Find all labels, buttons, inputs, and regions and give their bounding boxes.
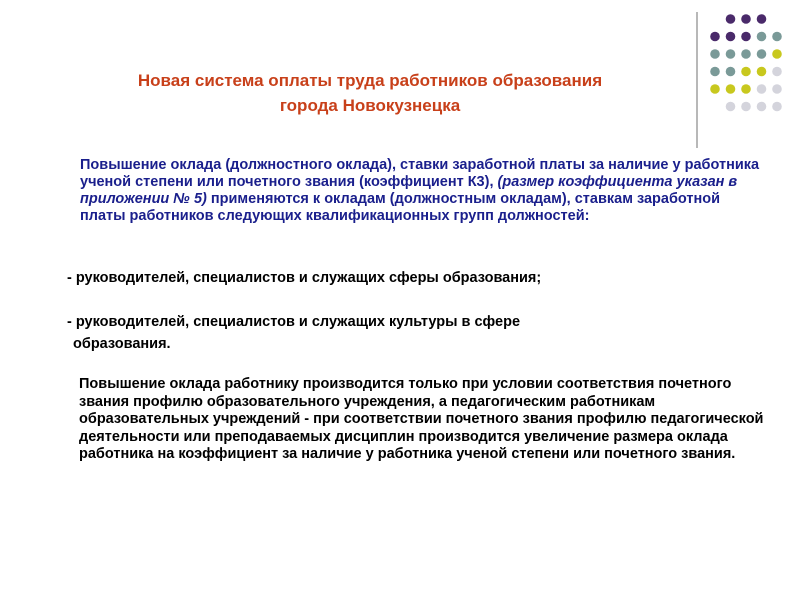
decorative-dot <box>757 32 767 42</box>
decorative-dot <box>772 49 782 59</box>
decorative-dot <box>741 49 751 59</box>
decorative-dot <box>757 49 767 59</box>
list-item: - руководителей, специалистов и служащих сферы образования; <box>67 270 542 286</box>
decorative-dot <box>710 32 720 42</box>
decorative-dot <box>772 84 782 94</box>
decorative-dot <box>741 102 751 112</box>
paragraph-coefficient-intro <box>80 157 760 225</box>
list-item <box>67 311 767 355</box>
title-line-1: Новая система оплаты труда работников образования <box>137 71 603 90</box>
decorative-dot <box>772 32 782 42</box>
list-item-line-2: образования. <box>73 336 171 352</box>
decorative-dot <box>710 84 720 94</box>
paragraph1-italic-note: (размер коэффициента указан в приложении № 5) <box>80 174 738 207</box>
paragraph1-text-b: применяются к окладам (должностным окладам), ставкам заработной платы работников следующих квалификационных групп должностей: <box>80 191 721 224</box>
decorative-dot <box>741 32 751 42</box>
decorative-dot <box>757 67 767 77</box>
decorative-dot <box>710 67 720 77</box>
decorative-dot <box>741 84 751 94</box>
list-item-line-1: - руководителей, специалистов и служащих культуры в сфере <box>67 314 521 330</box>
decorative-dot <box>757 14 767 24</box>
decorative-dot <box>726 32 736 42</box>
decorative-dot <box>741 67 751 77</box>
slide-title <box>40 68 700 118</box>
decorative-dot <box>710 49 720 59</box>
decorative-dot <box>726 67 736 77</box>
decorative-dot <box>726 102 736 112</box>
decorative-dot <box>757 102 767 112</box>
decorative-dot <box>757 84 767 94</box>
decorative-dot <box>726 84 736 94</box>
paragraph-conditions: Повышение оклада работнику производится только при условии соответствия почетного звания профилю образовательного учреждения, а педагогическим работникам образовательных учреждений - при соответствии почетного звания профилю педагогической деятельности или преподаваемых дисциплин производится увеличение размера оклада работника на коэффициент за наличие у работника ученой степени или почетного звания. <box>79 376 764 462</box>
paragraph1-text-a: Повышение оклада (должностного оклада), ставки заработной платы за наличие у работника ученой степени или почетного звания (коэффициент К3), <box>80 157 760 190</box>
decorative-dot <box>741 14 751 24</box>
decorative-dot <box>772 67 782 77</box>
decorative-dot <box>726 49 736 59</box>
title-line-2: города Новокузнецка <box>279 96 461 115</box>
decorative-dot <box>772 102 782 112</box>
decorative-dot <box>726 14 736 24</box>
